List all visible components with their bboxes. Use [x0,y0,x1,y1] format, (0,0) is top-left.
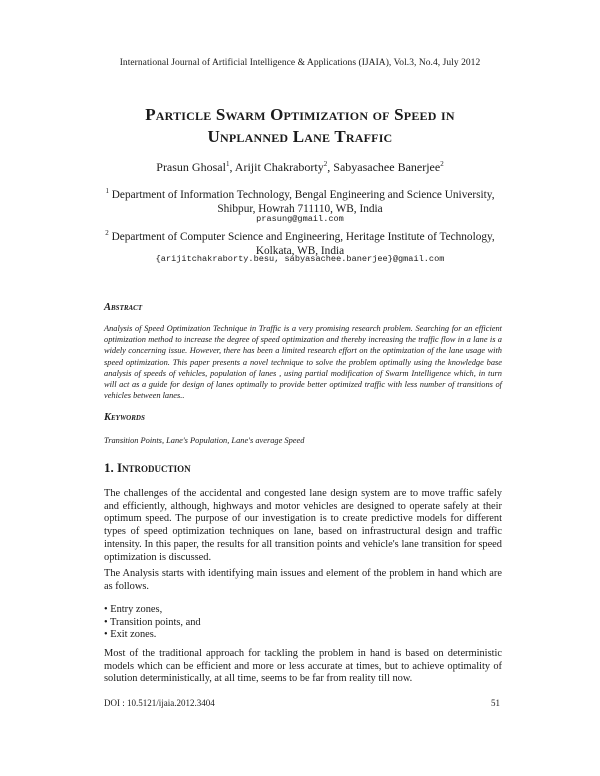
author-email: {arijitchakraborty.besu, sabyasachee.banerjee}@gmail.com [155,254,445,264]
introduction-heading: 1. Introduction [104,460,191,475]
affiliation-mark: 1 [105,187,109,195]
abstract-heading: Abstract [104,302,143,313]
journal-header: International Journal of Artificial Intelligence & Applications (IJAIA), Vol.3, No.4, July 2012 [119,58,481,68]
intro-paragraph: The challenges of the accidental and congested lane design system are to move traffic safely and efficiently, although, highways and motor vehicles are designed to operate safely at their optimum speed. The purpose of our investigation is to create predictive models for different types of speed optimization techniques on lane, based on infrastructural design and traffic intensity. In this paper, the results for all transition points and vehicle's lane transition for speed optimization is discussed. [104,488,502,563]
author-affiliation-mark: 2 [440,160,444,168]
bullet-list [104,604,502,642]
list-item: • Transition points, and [104,616,201,628]
paper-title [40,104,560,148]
intro-paragraph: The Analysis starts with identifying main issues and element of the problem in hand which are as follows. [104,568,502,592]
author-name: Arijit Chakraborty [234,160,324,174]
footer-doi: DOI : 10.5121/ijaia.2012.3404 [104,698,215,708]
affiliation-1 [60,184,540,216]
affiliation-line: Department of Information Technology, Bengal Engineering and Science University, [111,188,495,201]
author-list [0,160,600,175]
author-separator: , [229,160,235,174]
title-line-1: Particle Swarm Optimization of Speed in [145,105,455,124]
affiliation-2 [60,226,540,258]
keywords-text: Transition Points, Lane's Population, Lane's average Speed [104,436,305,445]
title-line-2: Unplanned Lane Traffic [207,127,393,146]
author-separator: , [327,160,334,174]
keywords-heading: Keywords [104,412,145,423]
author-name: Sabyasachee Banerjee [333,160,441,174]
affiliation-line: Department of Computer Science and Engineering, Heritage Institute of Technology, [111,230,495,243]
author-affiliation-mark: 2 [323,160,328,168]
affiliation-line: Kolkata, WB, India [255,244,345,257]
list-item: • Entry zones, [104,604,163,615]
abstract-text: Analysis of Speed Optimization Technique in Traffic is a very promising research problem. Searching for an efficient optimization method to increase the degree of speed optimization and thereby increasing the traffic flow in a lane is a widely concerning issue. However, there has been a limited research effort on the optimization of the lane usage with speed optimization. This paper presents a novel technique to solve the problem optimally using the knowledge base analysis of speeds of vehicles, population of lanes , using partial modification of Swarm Intelligence which, in turn will act as a guide for design of lanes optimally to provide better optimized traffic with less number of transitions of vehicles between lanes.. [104,324,502,401]
affiliation-mark: 2 [105,229,109,237]
author-email: prasung@gmail.com [256,214,344,224]
intro-paragraph: Most of the traditional approach for tackling the problem in hand is based on deterministic models which can be efficient and more or less accurate at times, but to achieve optimality of solution deterministically, at all time, seems to be far from reality till now. [104,648,502,685]
author-affiliation-mark: 1 [225,160,230,168]
list-item: • Exit zones. [104,629,157,641]
author-name: Prasun Ghosal [156,160,226,174]
page-number: 51 [491,698,500,708]
affiliation-line: Shibpur, Howrah 711110, WB, India [217,202,383,215]
